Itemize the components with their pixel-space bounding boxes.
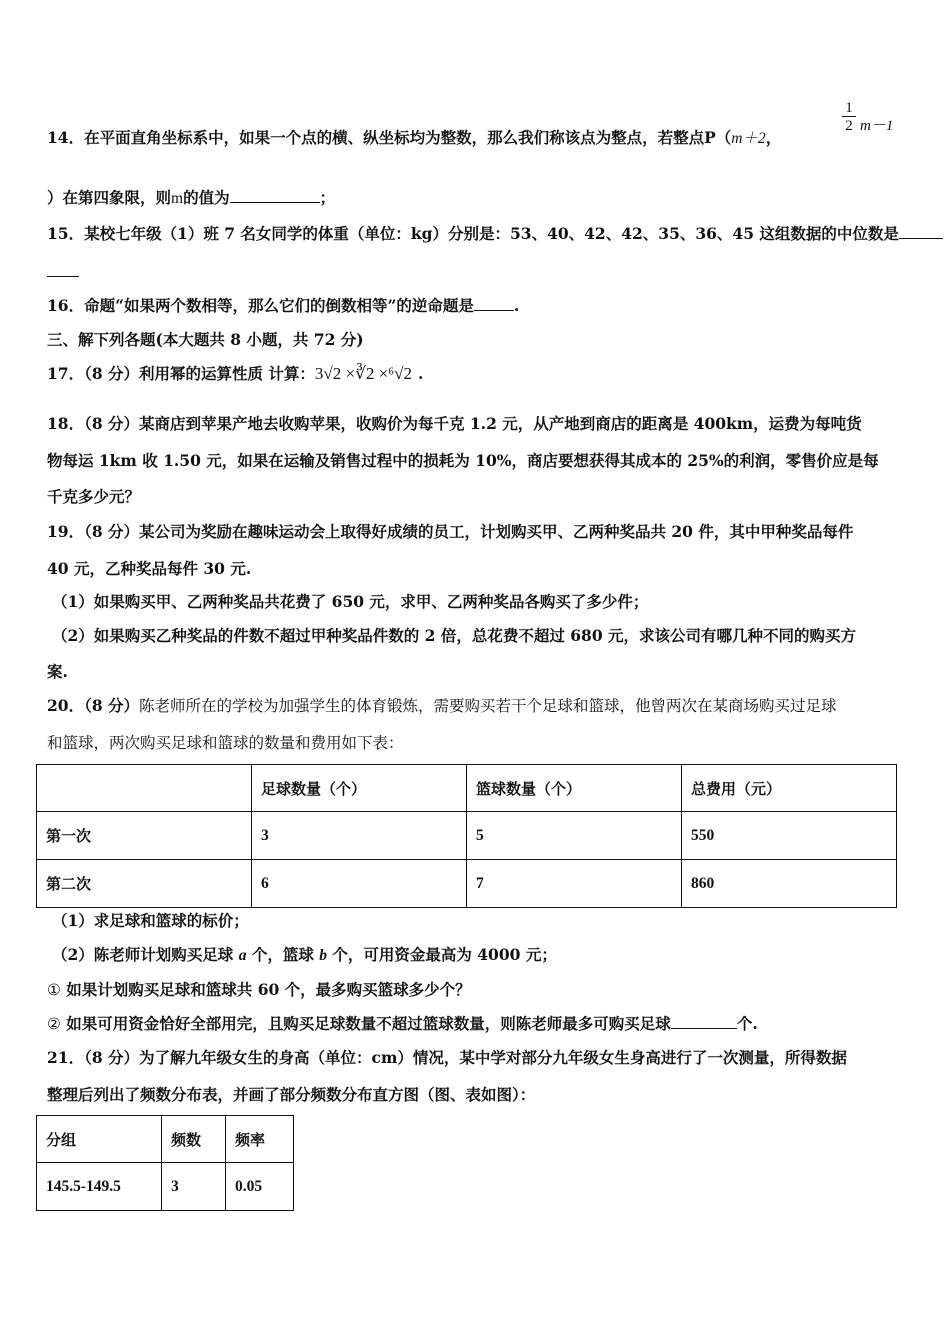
table-cell: 0.05: [226, 1163, 294, 1211]
q15-answer-blank: [899, 224, 943, 239]
table-cell: 860: [682, 860, 897, 908]
q14-fraction: [842, 100, 856, 135]
table-header-cell: [37, 765, 252, 812]
table-cell: 第一次: [37, 812, 252, 860]
q19-part2-line1: （2）如果购买乙种奖品的件数不超过甲种奖品件数的 2 倍，总花费不超过 680 元，求该公司有哪几种不同的购买方: [52, 626, 857, 645]
q20-sub1: ① 如果计划购买足球和篮球共 60 个，最多购买篮球多少个？: [47, 980, 471, 999]
table-row: [37, 1163, 294, 1211]
q16-text: 16．命题“如果两个数相等，那么它们的倒数相等”的逆命题是: [47, 296, 474, 315]
q14-text: 14．在平面直角坐标系中，如果一个点的横、纵坐标均为整数，那么我们称该点为整点，若整点P（: [47, 128, 732, 147]
table-header-cell: 足球数量（个）: [252, 765, 467, 812]
var-a: a: [238, 947, 247, 964]
q17-expression: 3√2 ×∛2 ×⁶√2: [314, 364, 413, 383]
table-row: [37, 812, 897, 860]
table-cell: 第二次: [37, 860, 252, 908]
table-row: [37, 860, 897, 908]
q20-table: [36, 764, 897, 908]
q14-frac-den: 2: [845, 118, 853, 134]
q17-line: 17．（8 分）利用幂的运算性质 计算：3√2 ×∛2 ×⁶√2 .: [47, 364, 424, 383]
q14-line1: [47, 128, 906, 149]
table-cell: 3: [162, 1163, 226, 1211]
circled-two: ②: [47, 1015, 61, 1033]
q21-line2: 整理后列出了频数分布表，并画了部分频数分布直方图（图、表如图）：: [47, 1085, 536, 1104]
q16-answer-blank: [474, 296, 514, 311]
q20-sub2: ② 如果可用资金恰好全部用完，且购买足球数量不超过篮球数量，则陈老师最多可购买足球 个.: [47, 1014, 758, 1033]
q19-part1: （1）如果购买甲、乙两种奖品共花费了 650 元，求甲、乙两种奖品各购买了多少件；: [52, 592, 649, 611]
q14-coord-y-rest: m－1: [860, 118, 894, 134]
table-cell: 5: [467, 812, 682, 860]
q21-line1: 21．（8 分）为了解九年级女生的身高（单位：cm）情况，某中学对部分九年级女生身高进行了一次测量，所得数据: [47, 1048, 847, 1067]
table-header-row: [37, 1116, 294, 1163]
table-cell: 145.5-149.5: [37, 1163, 162, 1211]
q14-answer-blank: [230, 188, 320, 203]
table-header-cell: 总费用（元）: [682, 765, 897, 812]
q15-text: 15．某校七年级（1）班 7 名女同学的体重（单位：kg）分别是：53、40、42、42、35、36、45 这组数据的中位数是: [47, 224, 899, 243]
q18-line1: 18．（8 分）某商店到苹果产地去收购苹果，收购价为每千克 1.2 元，从产地到商店的距离是 400km，运费为每吨货: [47, 414, 862, 433]
table-header-row: [37, 765, 897, 812]
table-header-cell: 频数: [162, 1116, 226, 1163]
section-title: 三、解下列各题(本大题共 8 小题，共 72 分): [47, 330, 364, 349]
q16-line: 16．命题“如果两个数相等，那么它们的倒数相等”的逆命题是 .: [47, 296, 520, 315]
q20-answer-blank: [671, 1014, 737, 1029]
table-cell: 550: [682, 812, 897, 860]
q19-line1: 19．（8 分）某公司为奖励在趣味运动会上取得好成绩的员工，计划购买甲、乙两种奖品共 20 件，其中甲种奖品每件: [47, 522, 854, 541]
var-b: b: [319, 947, 327, 964]
q19-line2: 40 元，乙种奖品每件 30 元.: [47, 559, 252, 578]
q20-part2: （2）陈老师计划购买足球 a 个，篮球 b 个，可用资金最高为 4000 元；: [52, 945, 557, 964]
q20-part1: （1）求足球和篮球的标价；: [52, 911, 249, 930]
q15-answer-blank-cont: [47, 262, 79, 277]
circled-one: ①: [47, 981, 61, 999]
q15-line1: [47, 224, 906, 244]
table-header-cell: 分组: [37, 1116, 162, 1163]
q18-line3: 千克多少元？: [47, 487, 141, 506]
table-header-cell: 篮球数量（个）: [467, 765, 682, 812]
table-cell: 7: [467, 860, 682, 908]
table-cell: 3: [252, 812, 467, 860]
q20-line2: 和篮球，两次购买足球和篮球的数量和费用如下表：: [47, 734, 404, 752]
q20-line1: 20．（8 分）陈老师所在的学校为加强学生的体育锻炼，需要购买若干个足球和篮球，他曾两次在某商场购买过足球: [47, 696, 837, 715]
q14-comma: ，: [765, 128, 782, 147]
q14-var-m: m: [171, 190, 184, 207]
table-header-cell: 频率: [226, 1116, 294, 1163]
q17-text: 17．（8 分）利用幂的运算性质 计算：: [47, 364, 315, 383]
q14-line2: ）在第四象限，则m的值为 ；: [47, 188, 336, 207]
q14-frac-num: 1: [845, 100, 853, 116]
q21-table: [36, 1115, 294, 1211]
q18-line2: 物每运 1km 收 1.50 元，如果在运输及销售过程中的损耗为 10%，商店要想获得其成本的 25%的利润，零售价应是每: [47, 451, 879, 470]
q14-coord-x: m＋2: [731, 130, 766, 147]
table-cell: 6: [252, 860, 467, 908]
q19-part2-line2: 案.: [47, 662, 68, 681]
